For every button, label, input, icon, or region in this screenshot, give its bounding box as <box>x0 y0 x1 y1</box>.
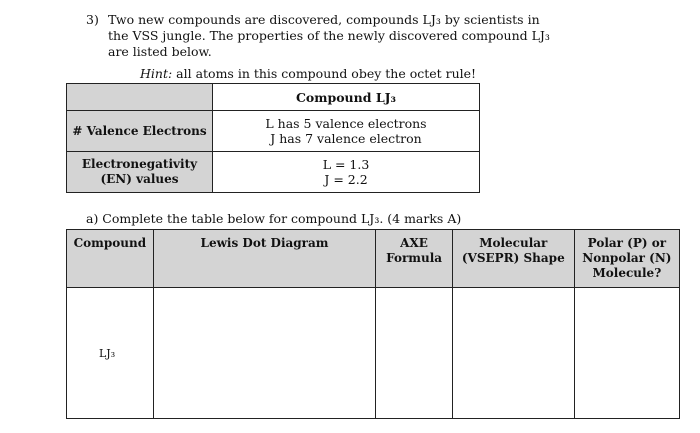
properties-row-value <box>213 111 480 152</box>
properties-row-label <box>67 111 213 152</box>
molecular-shape-cell[interactable] <box>452 288 574 419</box>
lewis-dot-diagram-cell[interactable] <box>153 288 376 419</box>
header-line: Molecule? <box>592 266 662 280</box>
header-line: Lewis Dot Diagram <box>200 236 329 250</box>
label-line-2: (EN) values <box>100 172 179 186</box>
header-line: AXE <box>400 236 428 250</box>
properties-row-value <box>213 152 480 193</box>
value-line-2: J has 7 valence electron <box>270 131 422 146</box>
part-a-instruction: a) Complete the table below for compound LJ₃. (4 marks A) <box>86 211 462 226</box>
axe-formula-cell[interactable] <box>376 288 453 419</box>
header-line: Formula <box>386 251 443 265</box>
header-compound <box>67 230 154 288</box>
properties-header-row <box>67 84 480 111</box>
answer-header-row <box>67 230 680 288</box>
hint <box>140 66 476 82</box>
properties-header-blank <box>67 84 213 111</box>
properties-row-electronegativity <box>67 152 480 193</box>
polarity-cell[interactable] <box>574 288 679 419</box>
question-line-2: the VSS jungle. The properties of the newly discovered compound LJ₃ <box>108 28 550 43</box>
value-line-1: L = 1.3 <box>322 157 370 172</box>
question-body <box>108 12 556 60</box>
header-axe-formula <box>376 230 453 288</box>
hint-label: Hint: <box>140 66 173 81</box>
properties-row-label <box>67 152 213 193</box>
header-polarity <box>574 230 679 288</box>
value-line-2: J = 2.2 <box>324 172 368 187</box>
question-text <box>86 12 556 60</box>
properties-header: Compound LJ₃ <box>213 84 480 111</box>
header-line: Polar (P) or <box>587 236 667 250</box>
header-line: (VSEPR) Shape <box>461 251 565 265</box>
question-number: 3) <box>86 12 99 27</box>
label-line-1: Electronegativity <box>81 157 198 171</box>
header-molecular-shape <box>452 230 574 288</box>
answer-table <box>66 229 680 419</box>
value-line-1: L has 5 valence electrons <box>265 116 427 131</box>
label-line-1: # Valence Electrons <box>72 123 207 138</box>
answer-row <box>67 288 680 419</box>
hint-text: all atoms in this compound obey the octet rule! <box>172 66 477 81</box>
header-line: Compound <box>73 236 147 250</box>
question-line-3: are listed below. <box>108 44 212 59</box>
header-lewis-dot-diagram <box>153 230 376 288</box>
properties-table <box>66 83 480 193</box>
header-line: Molecular <box>479 236 548 250</box>
properties-row-valence <box>67 111 480 152</box>
compound-cell: LJ₃ <box>67 288 154 419</box>
header-line: Nonpolar (N) <box>582 251 672 265</box>
question-line-1: Two new compounds are discovered, compounds LJ₃ by scientists in <box>108 12 540 27</box>
